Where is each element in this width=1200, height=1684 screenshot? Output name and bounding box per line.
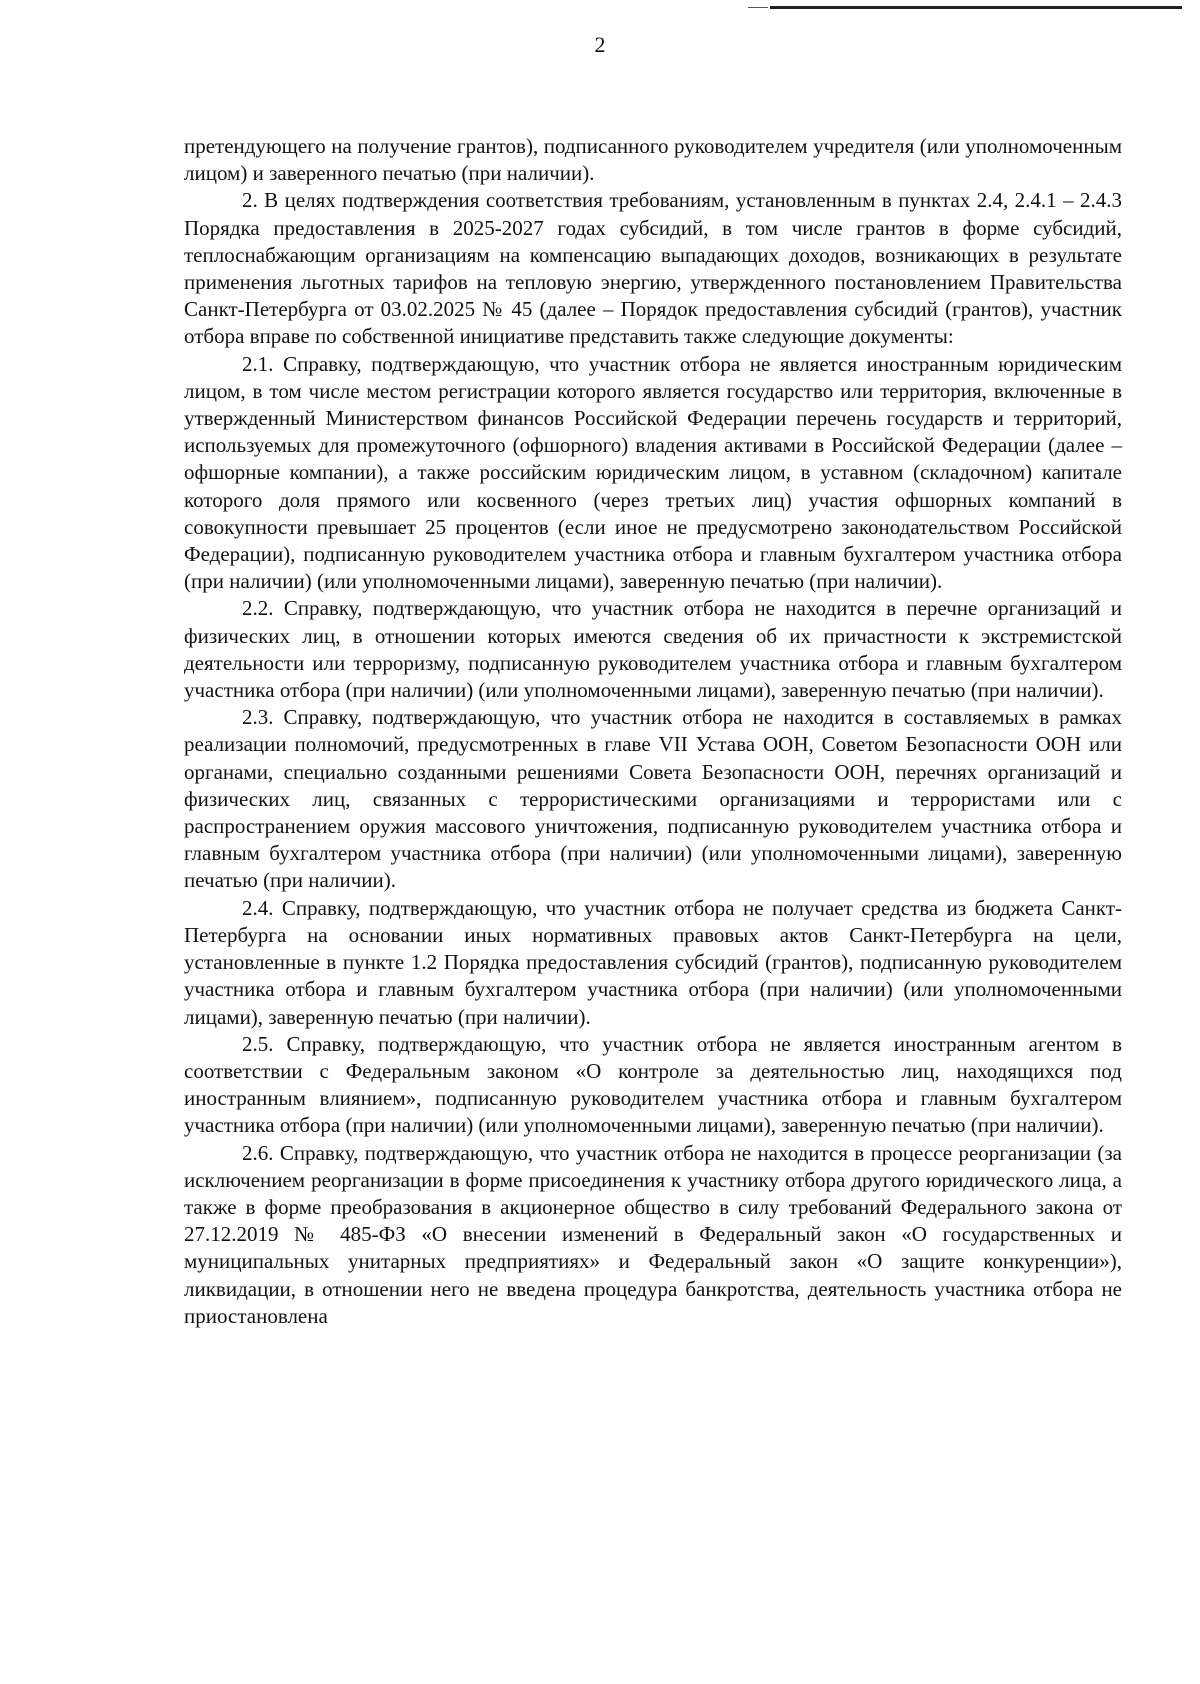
paragraph-2-4: 2.4. Справку, подтверждающую, что участник отбора не получает средства из бюджета Санкт-Петербурга на основании иных нормативных правовых актов Санкт-Петербурга на цели, установленные в пункте 1.2 Порядка предоставления субсидий (грантов), подписанную руководителем участника отбора и главным бухгалтером участника отбора (при наличии) (или уполномоченными лицами), заверенную печатью (при наличии).	[184, 895, 1122, 1029]
scan-edge-line	[770, 6, 1182, 9]
paragraph-2-6: 2.6. Справку, подтверждающую, что участник отбора не находится в процессе реорганизации (за исключением реорганизации в форме присоединения к участнику отбора другого юридического лица, а также в форме преобразования в акционерное общество в силу требований Федерального закона от 27.12.2019 № 485-ФЗ «О внесении изменений в Федеральный закон «О государственных и муниципальных унитарных предприятиях» и Федеральный закон «О защите конкуренции»), ликвидации, в отношении него не введена процедура банкротства, деятельность участника отбора не приостановлена	[184, 1140, 1122, 1328]
document-body	[184, 133, 1122, 1330]
paragraph-2-3: 2.3. Справку, подтверждающую, что участник отбора не находится в составляемых в рамках реализации полномочий, предусмотренных в главе VII Устава ООН, Советом Безопасности ООН или органами, специально созданными решениями Совета Безопасности ООН, перечнях организаций и физических лиц, связанных с террористическими организациями и террористами или с распространением оружия массового уничтожения, подписанную руководителем участника отбора и главным бухгалтером участника отбора (при наличии) (или уполномоченными лицами), заверенную печатью (при наличии).	[184, 705, 1122, 893]
paragraph-2-1: 2.1. Справку, подтверждающую, что участник отбора не является иностранным юридическим лицом, в том числе местом регистрации которого является государство или территория, включенные в утвержденный Министерством финансов Российской Федерации перечень государств и территорий, используемых для промежуточного (офшорного) владения активами в Российской Федерации (далее – офшорные компании), а также российским юридическим лицом, в уставном (складочном) капитале которого доля прямого или косвенного (через третьих лиц) участия офшорных компаний в совокупности превышает 25 процентов (если иное не предусмотрено законодательством Российской Федерации), подписанную руководителем участника отбора и главным бухгалтером участника отбора (при наличии) (или уполномоченными лицами), заверенную печатью (при наличии).	[184, 351, 1122, 594]
paragraph-2-2: 2.2. Справку, подтверждающую, что участник отбора не находится в перечне организаций и физических лиц, в отношении которых имеются сведения об их причастности к экстремистской деятельности или терроризму, подписанную руководителем участника отбора и главным бухгалтером участника отбора (при наличии) (или уполномоченными лицами), заверенную печатью (при наличии).	[184, 596, 1122, 703]
page-number: 2	[594, 32, 606, 57]
paragraph-2: 2. В целях подтверждения соответствия требованиям, установленным в пунктах 2.4, 2.4.1 – 2.4.3 Порядка предоставления в 2025-2027 годах субсидий, в том числе грантов в форме субсидий, теплоснабжающим организациям на компенсацию выпадающих доходов, возникающих в результате применения льготных тарифов на тепловую энергию, утвержденного постановлением Правительства Санкт-Петербурга от 03.02.2025 № 45 (далее – Порядок предоставления субсидий (грантов), участник отбора вправе по собственной инициативе представить также следующие документы:	[184, 188, 1122, 349]
paragraph-2-5: 2.5. Справку, подтверждающую, что участник отбора не является иностранным агентом в соответствии с Федеральным законом «О контроле за деятельностью лиц, находящихся под иностранным влиянием», подписанную руководителем участника отбора и главным бухгалтером участника отбора (при наличии) (или уполномоченными лицами), заверенную печатью (при наличии).	[184, 1031, 1122, 1138]
scan-edge-mark	[748, 7, 768, 8]
paragraph-continuation: претендующего на получение грантов), подписанного руководителем учредителя (или уполномоченным лицом) и заверенного печатью (при наличии).	[184, 134, 1122, 186]
